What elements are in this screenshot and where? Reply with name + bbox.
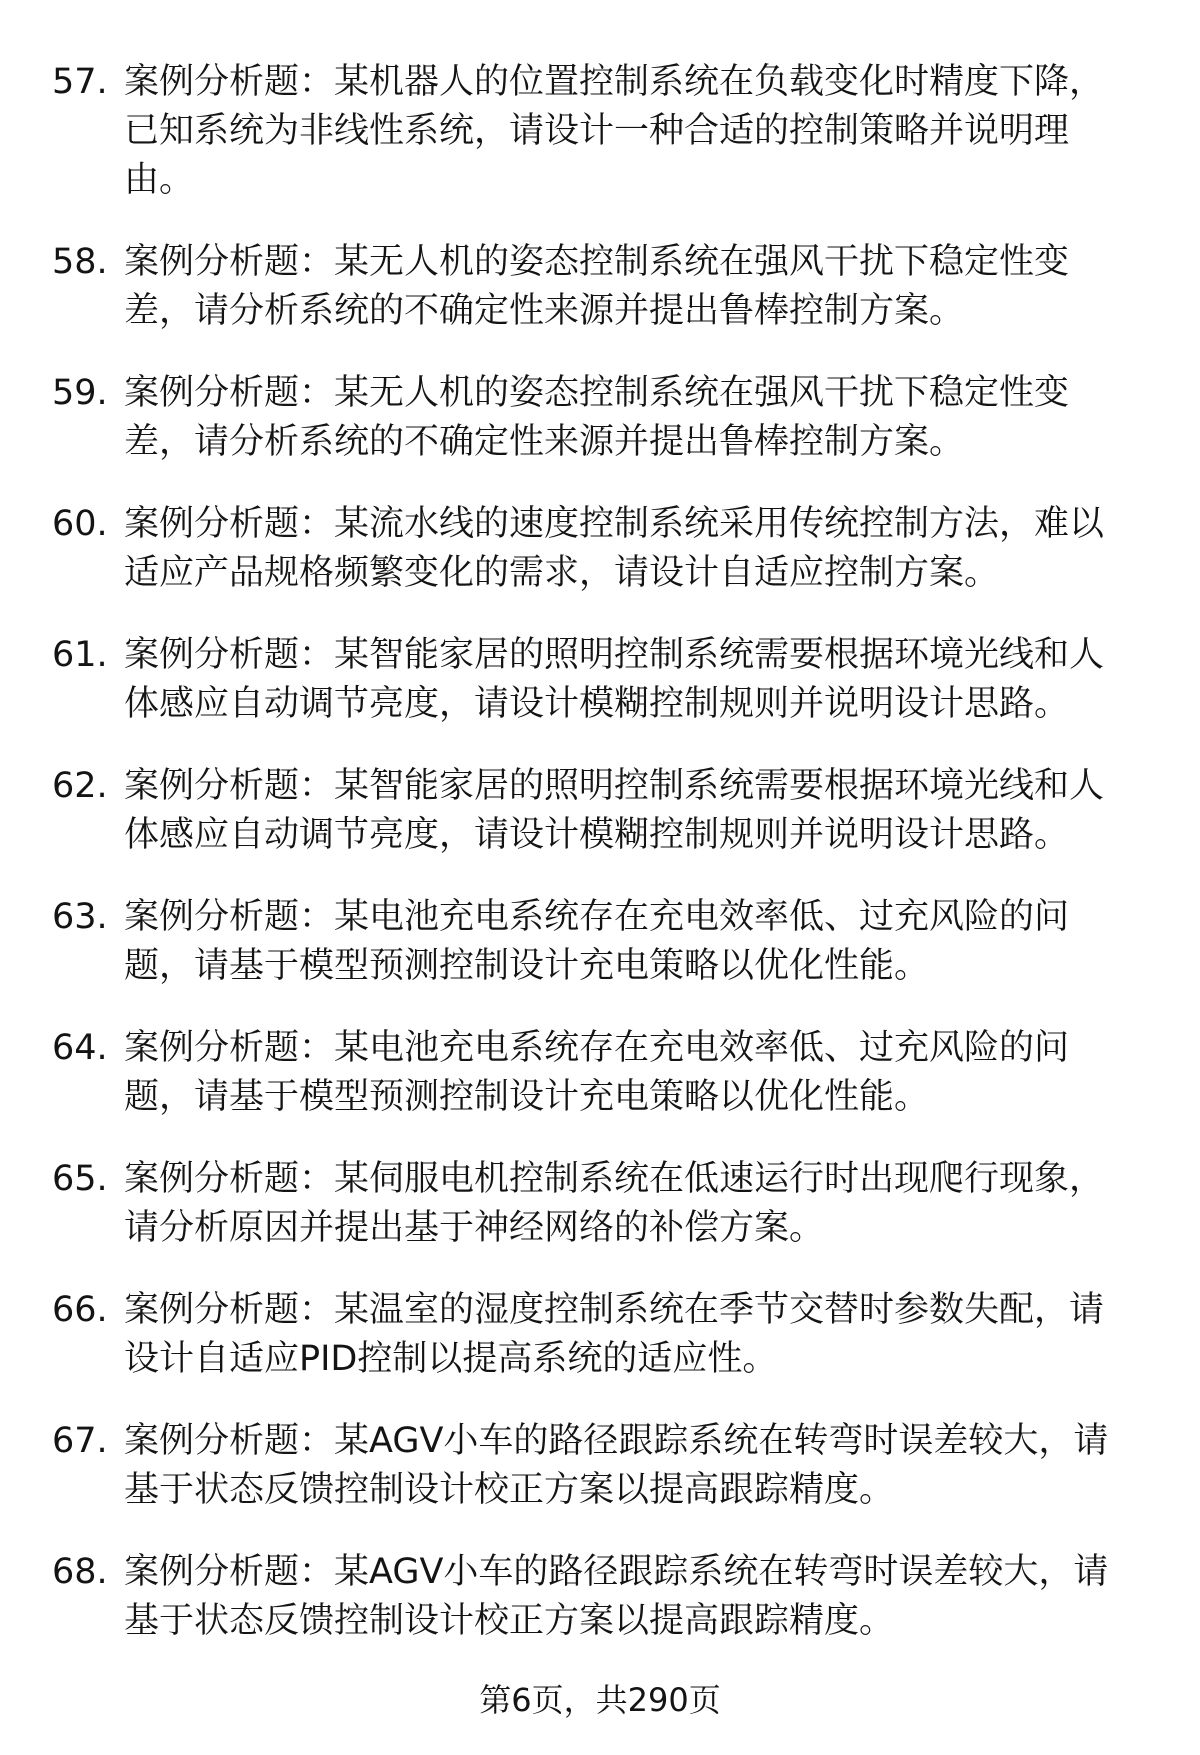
question-text: 案例分析题：某智能家居的照明控制系统需要根据环境光线和人体感应自动调节亮度，请设计模糊控制规则并说明设计思路。 (124, 635, 1105, 724)
question-item (52, 1024, 1162, 1122)
question-number: 63. (52, 897, 108, 937)
question-number: 67. (52, 1421, 108, 1461)
question-text: 案例分析题：某电池充电系统存在充电效率低、过充风险的问题，请基于模型预测控制设计充电策略以优化性能。 (124, 1028, 1070, 1117)
question-number: 58. (52, 242, 108, 282)
question-text: 案例分析题：某AGV小车的路径跟踪系统在转弯时误差较大，请基于状态反馈控制设计校正方案以提高跟踪精度。 (124, 1552, 1109, 1641)
question-text: 案例分析题：某流水线的速度控制系统采用传统控制方法，难以适应产品规格频繁变化的需求，请设计自适应控制方案。 (124, 504, 1105, 593)
question-item (52, 1417, 1162, 1515)
question-text: 案例分析题：某无人机的姿态控制系统在强风干扰下稳定性变差，请分析系统的不确定性来源并提出鲁棒控制方案。 (124, 242, 1070, 331)
question-item (52, 238, 1162, 336)
question-item (52, 1548, 1162, 1646)
question-item (52, 58, 1162, 205)
question-number: 65. (52, 1159, 108, 1199)
question-item (52, 1155, 1162, 1253)
question-number: 62. (52, 766, 108, 806)
question-number: 60. (52, 504, 108, 544)
question-text: 案例分析题：某无人机的姿态控制系统在强风干扰下稳定性变差，请分析系统的不确定性来源并提出鲁棒控制方案。 (124, 373, 1070, 462)
question-text: 案例分析题：某温室的湿度控制系统在季节交替时参数失配，请设计自适应PID控制以提高系统的适应性。 (124, 1290, 1105, 1379)
question-item (52, 893, 1162, 991)
question-text: 案例分析题：某AGV小车的路径跟踪系统在转弯时误差较大，请基于状态反馈控制设计校正方案以提高跟踪精度。 (124, 1421, 1109, 1510)
question-list (52, 58, 1162, 1679)
question-text: 案例分析题：某机器人的位置控制系统在负载变化时精度下降，已知系统为非线性系统，请设计一种合适的控制策略并说明理由。 (124, 62, 1105, 200)
question-text: 案例分析题：某智能家居的照明控制系统需要根据环境光线和人体感应自动调节亮度，请设计模糊控制规则并说明设计思路。 (124, 766, 1105, 855)
question-number: 64. (52, 1028, 108, 1068)
question-number: 59. (52, 373, 108, 413)
question-number: 57. (52, 62, 108, 102)
question-item (52, 631, 1162, 729)
question-item (52, 500, 1162, 598)
question-number: 66. (52, 1290, 108, 1330)
question-item (52, 1286, 1162, 1384)
question-text: 案例分析题：某伺服电机控制系统在低速运行时出现爬行现象，请分析原因并提出基于神经网络的补偿方案。 (124, 1159, 1105, 1248)
question-number: 68. (52, 1552, 108, 1592)
question-item (52, 762, 1162, 860)
question-item (52, 369, 1162, 467)
page-footer: 第6页，共290页 (479, 1681, 721, 1719)
question-number: 61. (52, 635, 108, 675)
question-text: 案例分析题：某电池充电系统存在充电效率低、过充风险的问题，请基于模型预测控制设计充电策略以优化性能。 (124, 897, 1070, 986)
